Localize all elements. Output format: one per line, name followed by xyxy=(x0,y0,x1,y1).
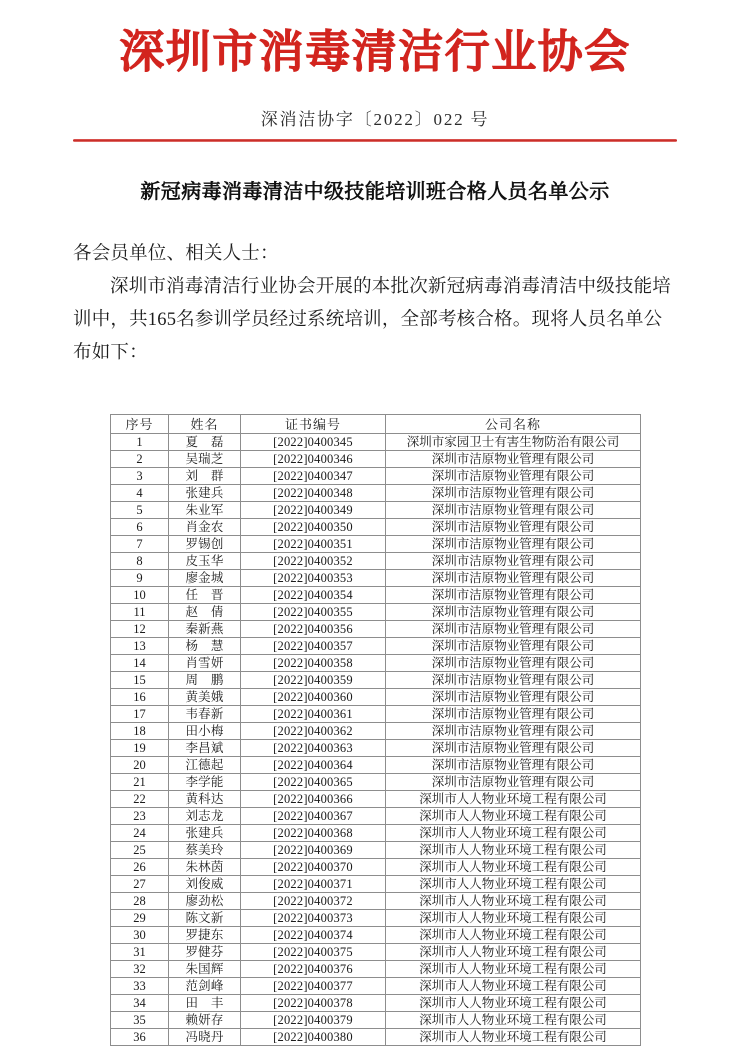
cell-certificate: [2022]0400354 xyxy=(241,587,386,604)
cell-name: 杨 慧 xyxy=(169,638,241,655)
table-row xyxy=(111,876,641,893)
cell-certificate: [2022]0400348 xyxy=(241,485,386,502)
table-body xyxy=(111,434,641,1046)
table-row xyxy=(111,468,641,485)
table-row xyxy=(111,519,641,536)
table-row xyxy=(111,927,641,944)
cell-index: 16 xyxy=(111,689,169,706)
cell-company: 深圳市人人物业环境工程有限公司 xyxy=(386,910,641,927)
cell-certificate: [2022]0400359 xyxy=(241,672,386,689)
cell-index: 36 xyxy=(111,1029,169,1046)
cell-name: 廖金城 xyxy=(169,570,241,587)
cell-index: 10 xyxy=(111,587,169,604)
cell-name: 韦春新 xyxy=(169,706,241,723)
cell-name: 蔡美玲 xyxy=(169,842,241,859)
table-row xyxy=(111,825,641,842)
cell-name: 刘 群 xyxy=(169,468,241,485)
table-row xyxy=(111,706,641,723)
cell-index: 25 xyxy=(111,842,169,859)
document-body xyxy=(73,238,677,370)
cell-certificate: [2022]0400371 xyxy=(241,876,386,893)
table-header-row xyxy=(111,415,641,434)
cell-certificate: [2022]0400366 xyxy=(241,791,386,808)
cell-name: 罗捷东 xyxy=(169,927,241,944)
table-row xyxy=(111,893,641,910)
cell-company: 深圳市人人物业环境工程有限公司 xyxy=(386,1012,641,1029)
table-row xyxy=(111,1029,641,1046)
cell-name: 黄美娥 xyxy=(169,689,241,706)
cell-name: 赖妍存 xyxy=(169,1012,241,1029)
cell-index: 6 xyxy=(111,519,169,536)
cell-name: 刘志龙 xyxy=(169,808,241,825)
table-row xyxy=(111,553,641,570)
cell-name: 田 丰 xyxy=(169,995,241,1012)
document-number: 深消洁协字〔2022〕022 号 xyxy=(260,109,490,129)
cell-company: 深圳市洁原物业管理有限公司 xyxy=(386,672,641,689)
cell-company: 深圳市人人物业环境工程有限公司 xyxy=(386,978,641,995)
cell-certificate: [2022]0400358 xyxy=(241,655,386,672)
table-row xyxy=(111,1012,641,1029)
table-row xyxy=(111,502,641,519)
cell-index: 3 xyxy=(111,468,169,485)
cell-name: 肖雪妍 xyxy=(169,655,241,672)
cell-certificate: [2022]0400368 xyxy=(241,825,386,842)
cell-index: 23 xyxy=(111,808,169,825)
table-row xyxy=(111,910,641,927)
cell-certificate: [2022]0400376 xyxy=(241,961,386,978)
cell-certificate: [2022]0400349 xyxy=(241,502,386,519)
cell-certificate: [2022]0400347 xyxy=(241,468,386,485)
cell-certificate: [2022]0400380 xyxy=(241,1029,386,1046)
cell-name: 朱国辉 xyxy=(169,961,241,978)
cell-company: 深圳市人人物业环境工程有限公司 xyxy=(386,791,641,808)
cell-company: 深圳市洁原物业管理有限公司 xyxy=(386,519,641,536)
cell-company: 深圳市洁原物业管理有限公司 xyxy=(386,689,641,706)
cell-certificate: [2022]0400364 xyxy=(241,757,386,774)
organization-title: 深圳市消毒清洁行业协会 xyxy=(119,26,631,77)
cell-company: 深圳市洁原物业管理有限公司 xyxy=(386,706,641,723)
cell-company: 深圳市洁原物业管理有限公司 xyxy=(386,757,641,774)
cell-company: 深圳市人人物业环境工程有限公司 xyxy=(386,893,641,910)
cell-certificate: [2022]0400362 xyxy=(241,723,386,740)
cell-company: 深圳市洁原物业管理有限公司 xyxy=(386,553,641,570)
table-row xyxy=(111,995,641,1012)
cell-index: 13 xyxy=(111,638,169,655)
cell-company: 深圳市洁原物业管理有限公司 xyxy=(386,740,641,757)
cell-name: 田小梅 xyxy=(169,723,241,740)
cell-name: 李昌斌 xyxy=(169,740,241,757)
cell-name: 罗健芬 xyxy=(169,944,241,961)
cell-company: 深圳市人人物业环境工程有限公司 xyxy=(386,842,641,859)
cell-company: 深圳市洁原物业管理有限公司 xyxy=(386,536,641,553)
document-masthead xyxy=(0,0,750,142)
table-row xyxy=(111,944,641,961)
cell-index: 11 xyxy=(111,604,169,621)
cell-company: 深圳市人人物业环境工程有限公司 xyxy=(386,927,641,944)
cell-name: 张建兵 xyxy=(169,825,241,842)
cell-company: 深圳市洁原物业管理有限公司 xyxy=(386,638,641,655)
cell-index: 19 xyxy=(111,740,169,757)
table-row xyxy=(111,740,641,757)
cell-company: 深圳市洁原物业管理有限公司 xyxy=(386,485,641,502)
cell-certificate: [2022]0400365 xyxy=(241,774,386,791)
cell-certificate: [2022]0400369 xyxy=(241,842,386,859)
table-row xyxy=(111,842,641,859)
roster-table-container xyxy=(110,414,640,1046)
table-header xyxy=(111,415,641,434)
cell-name: 廖劲松 xyxy=(169,893,241,910)
cell-certificate: [2022]0400370 xyxy=(241,859,386,876)
cell-name: 夏 磊 xyxy=(169,434,241,451)
table-row xyxy=(111,961,641,978)
cell-name: 朱业军 xyxy=(169,502,241,519)
cell-index: 26 xyxy=(111,859,169,876)
cell-company: 深圳市人人物业环境工程有限公司 xyxy=(386,876,641,893)
column-header-name: 姓名 xyxy=(169,415,241,434)
cell-certificate: [2022]0400375 xyxy=(241,944,386,961)
table-row xyxy=(111,723,641,740)
table-row xyxy=(111,587,641,604)
cell-index: 15 xyxy=(111,672,169,689)
table-row xyxy=(111,774,641,791)
cell-name: 赵 倩 xyxy=(169,604,241,621)
table-row xyxy=(111,638,641,655)
qualified-personnel-table xyxy=(110,414,641,1046)
cell-company: 深圳市洁原物业管理有限公司 xyxy=(386,604,641,621)
cell-index: 21 xyxy=(111,774,169,791)
cell-index: 18 xyxy=(111,723,169,740)
table-row xyxy=(111,859,641,876)
table-row xyxy=(111,689,641,706)
cell-index: 29 xyxy=(111,910,169,927)
cell-index: 32 xyxy=(111,961,169,978)
cell-index: 1 xyxy=(111,434,169,451)
cell-company: 深圳市洁原物业管理有限公司 xyxy=(386,621,641,638)
cell-certificate: [2022]0400356 xyxy=(241,621,386,638)
cell-name: 范剑峰 xyxy=(169,978,241,995)
body-paragraph-1: 深圳市消毒清洁行业协会开展的本批次新冠病毒消毒清洁中级技能培训中，共165名参训学员经过系统培训，全部考核合格。现将人员名单公布如下： xyxy=(73,276,672,363)
cell-name: 李学能 xyxy=(169,774,241,791)
cell-index: 14 xyxy=(111,655,169,672)
cell-certificate: [2022]0400374 xyxy=(241,927,386,944)
cell-certificate: [2022]0400372 xyxy=(241,893,386,910)
cell-index: 12 xyxy=(111,621,169,638)
cell-name: 江德起 xyxy=(169,757,241,774)
cell-certificate: [2022]0400378 xyxy=(241,995,386,1012)
cell-certificate: [2022]0400352 xyxy=(241,553,386,570)
cell-company: 深圳市人人物业环境工程有限公司 xyxy=(386,995,641,1012)
table-row xyxy=(111,655,641,672)
column-header-certificate: 证书编号 xyxy=(241,415,386,434)
cell-index: 5 xyxy=(111,502,169,519)
cell-certificate: [2022]0400367 xyxy=(241,808,386,825)
cell-index: 9 xyxy=(111,570,169,587)
cell-index: 34 xyxy=(111,995,169,1012)
cell-company: 深圳市洁原物业管理有限公司 xyxy=(386,774,641,791)
cell-name: 肖金农 xyxy=(169,519,241,536)
cell-index: 22 xyxy=(111,791,169,808)
cell-index: 7 xyxy=(111,536,169,553)
cell-index: 24 xyxy=(111,825,169,842)
cell-index: 27 xyxy=(111,876,169,893)
cell-index: 35 xyxy=(111,1012,169,1029)
table-row xyxy=(111,604,641,621)
cell-company: 深圳市洁原物业管理有限公司 xyxy=(386,570,641,587)
cell-company: 深圳市洁原物业管理有限公司 xyxy=(386,655,641,672)
cell-index: 31 xyxy=(111,944,169,961)
cell-company: 深圳市洁原物业管理有限公司 xyxy=(386,723,641,740)
cell-company: 深圳市人人物业环境工程有限公司 xyxy=(386,808,641,825)
cell-name: 皮玉华 xyxy=(169,553,241,570)
cell-name: 吴瑞芝 xyxy=(169,451,241,468)
table-row xyxy=(111,570,641,587)
cell-certificate: [2022]0400350 xyxy=(241,519,386,536)
cell-name: 陈文新 xyxy=(169,910,241,927)
cell-index: 30 xyxy=(111,927,169,944)
cell-certificate: [2022]0400377 xyxy=(241,978,386,995)
cell-company: 深圳市家园卫士有害生物防治有限公司 xyxy=(386,434,641,451)
cell-index: 2 xyxy=(111,451,169,468)
column-header-company: 公司名称 xyxy=(386,415,641,434)
cell-certificate: [2022]0400361 xyxy=(241,706,386,723)
cell-name: 周 鹏 xyxy=(169,672,241,689)
cell-company: 深圳市洁原物业管理有限公司 xyxy=(386,451,641,468)
cell-company: 深圳市人人物业环境工程有限公司 xyxy=(386,859,641,876)
table-row xyxy=(111,434,641,451)
cell-index: 4 xyxy=(111,485,169,502)
cell-name: 罗锡创 xyxy=(169,536,241,553)
cell-company: 深圳市人人物业环境工程有限公司 xyxy=(386,1029,641,1046)
cell-certificate: [2022]0400351 xyxy=(241,536,386,553)
cell-certificate: [2022]0400379 xyxy=(241,1012,386,1029)
table-row xyxy=(111,757,641,774)
cell-company: 深圳市人人物业环境工程有限公司 xyxy=(386,961,641,978)
cell-certificate: [2022]0400360 xyxy=(241,689,386,706)
cell-index: 28 xyxy=(111,893,169,910)
cell-company: 深圳市人人物业环境工程有限公司 xyxy=(386,944,641,961)
table-row xyxy=(111,536,641,553)
cell-name: 秦新燕 xyxy=(169,621,241,638)
cell-index: 8 xyxy=(111,553,169,570)
salutation-line: 各会员单位、相关人士： xyxy=(73,243,279,264)
cell-index: 33 xyxy=(111,978,169,995)
table-row xyxy=(111,485,641,502)
table-row xyxy=(111,672,641,689)
cell-certificate: [2022]0400357 xyxy=(241,638,386,655)
table-row xyxy=(111,791,641,808)
cell-certificate: [2022]0400345 xyxy=(241,434,386,451)
cell-company: 深圳市人人物业环境工程有限公司 xyxy=(386,825,641,842)
cell-company: 深圳市洁原物业管理有限公司 xyxy=(386,502,641,519)
cell-name: 刘俊威 xyxy=(169,876,241,893)
column-header-index: 序号 xyxy=(111,415,169,434)
table-row xyxy=(111,621,641,638)
cell-index: 20 xyxy=(111,757,169,774)
table-row xyxy=(111,978,641,995)
cell-name: 张建兵 xyxy=(169,485,241,502)
cell-name: 黄科达 xyxy=(169,791,241,808)
cell-certificate: [2022]0400355 xyxy=(241,604,386,621)
masthead-red-divider xyxy=(73,139,677,142)
cell-name: 朱林茵 xyxy=(169,859,241,876)
table-row xyxy=(111,808,641,825)
table-row xyxy=(111,451,641,468)
cell-certificate: [2022]0400346 xyxy=(241,451,386,468)
cell-certificate: [2022]0400363 xyxy=(241,740,386,757)
cell-name: 任 晋 xyxy=(169,587,241,604)
cell-certificate: [2022]0400373 xyxy=(241,910,386,927)
cell-certificate: [2022]0400353 xyxy=(241,570,386,587)
page-title: 新冠病毒消毒清洁中级技能培训班合格人员名单公示 xyxy=(140,180,610,203)
cell-company: 深圳市洁原物业管理有限公司 xyxy=(386,587,641,604)
cell-index: 17 xyxy=(111,706,169,723)
cell-name: 冯晓丹 xyxy=(169,1029,241,1046)
cell-company: 深圳市洁原物业管理有限公司 xyxy=(386,468,641,485)
